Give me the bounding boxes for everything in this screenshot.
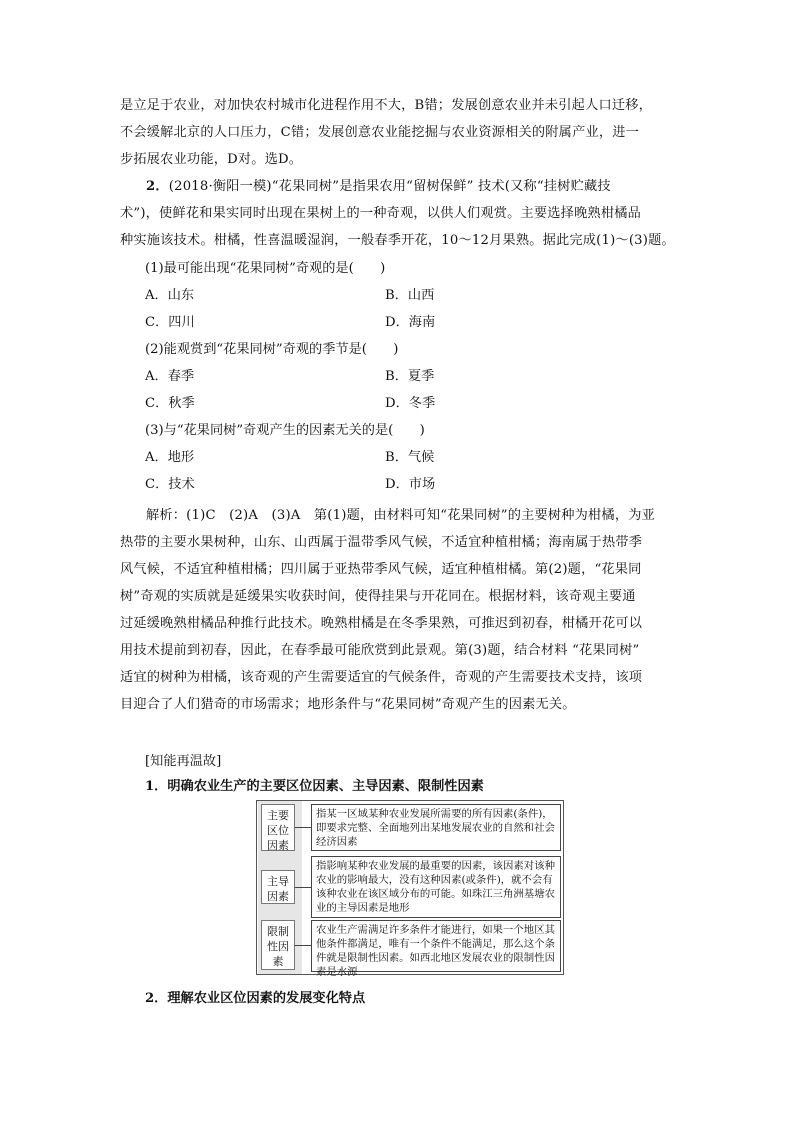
analysis-line-2: 热带的主要水果树种，山东、山西属于温带季风气候，不适宜种植柑橘；海南属于热带季	[120, 535, 643, 550]
sub1-option-b: B．山西	[385, 288, 435, 303]
question-text-1: “花果同树”是指果农用“留树保鲜” 技术(又称“挂树贮藏技	[271, 179, 611, 194]
sub-question-1-stem: (1)最可能出现“花果同树”奇观的是( )	[145, 261, 386, 276]
sub-question-2-stem: (2)能观赏到“花果同树”奇观的季节是( )	[145, 342, 399, 357]
analysis-line-3: 风气候，不适宜种植柑橘；四川属于亚热带季风气候，适宜种植柑橘。第(2)题，“花果同	[120, 562, 642, 577]
connector-line	[295, 945, 311, 946]
sub1-option-c: C．四川	[145, 315, 195, 330]
analysis-line-7: 适宜的树种为柑橘，该奇观的产生需要适宜的气候条件，奇观的产生需要技术支持，该项	[120, 670, 643, 685]
question-number: 2．	[146, 179, 169, 194]
diagram-text-box: 指影响某种农业发展的最重要的因素，该因素对该种农业的影响最大，没有这种因素(或条件)，就不会有该种农业在该区域分布的可能。如珠江三角洲基塘农业的主导因素是地形	[311, 856, 561, 918]
review-heading-1: 1．明确农业生产的主要区位因素、主导因素、限制性因素	[145, 779, 484, 794]
intro-paragraph	[120, 92, 675, 173]
diagram-label: 限制性因素	[261, 920, 295, 970]
analysis-line-5: 过延缓晚熟柑橘品种推行此技术。晚熟柑橘是在冬季果熟，可推迟到初春，柑橘开花可以	[120, 616, 643, 631]
intro-line-1: 是立足于农业，对加快农村城市化进程作用不大，B错；发展创意农业并未引起人口迁移，	[120, 98, 652, 113]
sub2-option-d: D．冬季	[385, 396, 436, 411]
diagram-label: 主导因素	[261, 870, 295, 904]
sub1-option-d: D．海南	[385, 315, 436, 330]
diagram-text-box: 指某一区域某种农业发展所需要的所有因素(条件)，即要求完整、全面地列出某地发展农业的自然和社会经济因素	[311, 804, 561, 851]
analysis-line-4: 树”奇观的实质就是延缓果实收获时间，使得挂果与开花同在。根据材料，该奇观主要通	[120, 589, 636, 604]
diagram-text-box: 农业生产需满足许多条件才能进行，如果一个地区其他条件都满足，唯有一个条件不能满足，那么这个条件就是限制性因素。如西北地区发展农业的限制性因素是水源	[311, 920, 561, 972]
sub3-option-b: B．气候	[385, 450, 435, 465]
sub-question-3-stem: (3)与“花果同树”奇观产生的因素无关的是( )	[145, 423, 425, 438]
question-2-line-1	[120, 173, 675, 200]
question-2-line-2: 术”)，使鲜花和果实同时出现在果树上的一种奇观，以供人们观赏。主要选择晚熟柑橘品	[120, 206, 642, 221]
question-2-line-3: 种实施该技术。柑橘，性喜温暖湿润，一般春季开花，10～12月果熟。据此完成(1)～(3)题。	[120, 233, 675, 248]
intro-line-3: 步拓展农业功能，D对。选D。	[120, 152, 303, 167]
sub3-option-d: D．市场	[385, 477, 436, 492]
analysis-line-6: 用技术提前到初春，因此，在春季最可能欣赏到此景观。第(3)题，结合材料 “花果同树”	[120, 643, 640, 658]
connector-line	[295, 887, 311, 888]
sub2-option-b: B．夏季	[385, 369, 435, 384]
intro-line-2: 不会缓解北京的人口压力，C错；发展创意农业能挖掘与农业资源相关的附属产业，进一	[120, 125, 640, 140]
connector-line	[295, 827, 311, 828]
sub2-option-a: A．春季	[145, 369, 195, 384]
review-heading-2: 2．理解农业区位因素的发展变化特点	[145, 991, 366, 1006]
sub3-option-c: C．技术	[145, 477, 195, 492]
sub2-option-c: C．秋季	[145, 396, 195, 411]
review-label: [知能再温故]	[145, 754, 222, 769]
factor-diagram	[256, 800, 564, 978]
question-2	[120, 173, 675, 254]
question-source: (2018·衡阳一模)	[168, 179, 272, 194]
analysis-paragraph	[120, 502, 675, 718]
analysis-line-8: 目迎合了人们猎奇的市场需求；地形条件与“花果同树”奇观产生的因素无关。	[120, 697, 576, 712]
sub3-option-a: A．地形	[145, 450, 195, 465]
analysis-line-1: 解析：(1)C (2)A (3)A 第(1)题，由材料可知“花果同树”的主要树种为柑橘，为亚	[146, 508, 655, 523]
sub1-option-a: A．山东	[145, 288, 195, 303]
diagram-label: 主要区位因素	[261, 804, 295, 851]
